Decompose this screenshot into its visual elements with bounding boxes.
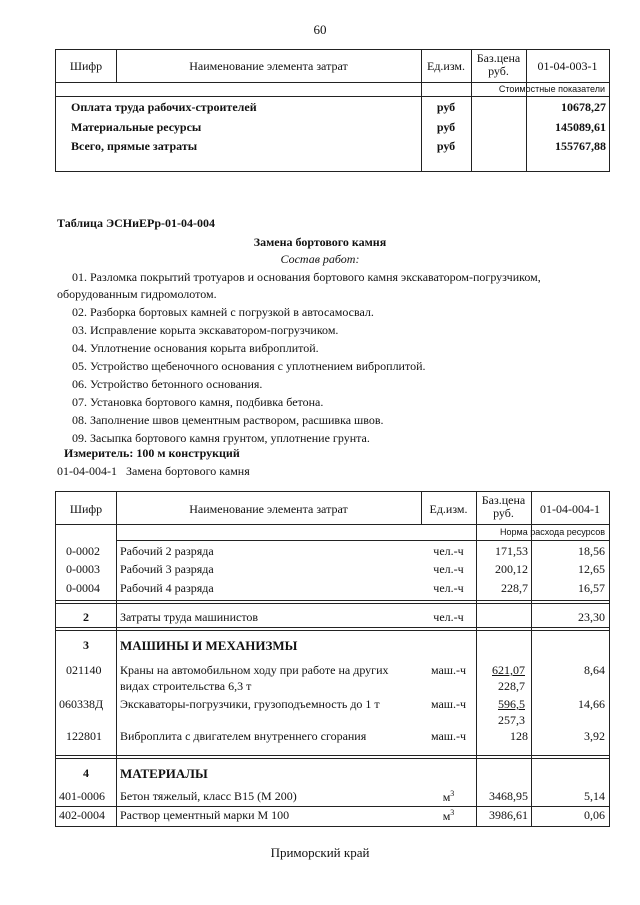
resource-price: 596,5 xyxy=(498,697,525,711)
header-code: Шифр xyxy=(69,502,103,516)
resource-name: Раствор цементный марки М 100 xyxy=(120,808,290,822)
resource-code: 060338Д xyxy=(59,697,104,711)
section-number: 3 xyxy=(83,638,89,652)
page-number: 60 xyxy=(313,22,327,37)
resource-price: 128 xyxy=(510,729,528,743)
resource-name: Экскаваторы-погрузчики, грузоподъемность до 1 т xyxy=(120,697,380,711)
unit-text: м xyxy=(442,809,451,823)
resource-code: 401-0006 xyxy=(59,789,105,803)
section-number: 4 xyxy=(83,766,89,780)
resource-price: 200,12 xyxy=(495,562,528,576)
resource-price: 171,53 xyxy=(495,544,528,558)
resource-name: Рабочий 4 разряда xyxy=(120,581,214,595)
resource-code: 0-0002 xyxy=(66,544,100,558)
resource-name: Краны на автомобильном ходу при работе на других xyxy=(120,663,389,677)
header-unit: Ед.изм. xyxy=(429,502,468,516)
works-title: Состав работ: xyxy=(280,252,360,266)
header-name: Наименование элемента затрат xyxy=(189,502,348,516)
resource-value: 18,56 xyxy=(578,544,605,558)
table-title: Таблица ЭСНиЕРр-01-04-004 xyxy=(57,216,216,230)
cost-row-name: Материальные ресурсы xyxy=(71,120,202,134)
resource-code: 122801 xyxy=(66,729,102,743)
resource-price-alt: 228,7 xyxy=(498,679,525,693)
resource-value: 12,65 xyxy=(578,562,605,576)
section-name: МАТЕРИАЛЫ xyxy=(120,766,208,781)
resource-unit xyxy=(421,789,476,805)
cost-table xyxy=(55,49,610,172)
unit-text: м xyxy=(442,790,451,804)
resource-unit: маш.-ч xyxy=(430,663,467,677)
resource-unit: чел.-ч xyxy=(433,562,464,576)
resource-price-alt: 257,3 xyxy=(498,713,525,727)
resource-unit: чел.-ч xyxy=(433,581,464,595)
header-base-price: Баз.цена руб. xyxy=(476,51,521,78)
resource-table xyxy=(55,491,610,827)
resource-unit: чел.-ч xyxy=(433,544,464,558)
sub-caption: Стоимостные показатели xyxy=(498,84,605,94)
unit-sup: 3 xyxy=(450,808,455,817)
section-title: Замена бортового камня xyxy=(253,235,387,249)
work-item: 09. Засыпка бортового камня грунтом, уплотнение грунта. xyxy=(72,431,370,445)
header-base-price: Баз.цена руб. xyxy=(481,493,526,520)
resource-value: 5,14 xyxy=(584,789,605,803)
header-item-code: 01-04-004-1 xyxy=(540,502,600,516)
resource-code: 021140 xyxy=(66,663,102,677)
cost-row-name: Оплата труда рабочих-строителей xyxy=(71,100,257,114)
section-unit: чел.-ч xyxy=(433,610,464,624)
resource-value: 14,66 xyxy=(578,697,605,711)
resource-value: 16,57 xyxy=(578,581,605,595)
sub-caption: Норма расхода ресурсов xyxy=(500,527,605,537)
cost-row-unit: руб xyxy=(436,139,456,153)
cost-row-value: 10678,27 xyxy=(561,100,606,114)
header-code: Шифр xyxy=(69,59,103,73)
resource-price: 228,7 xyxy=(501,581,528,595)
work-item: оборудованным гидромолотом. xyxy=(57,287,217,301)
resource-name-cont: видах строительства 6,3 т xyxy=(120,679,252,693)
section-name: МАШИНЫ И МЕХАНИЗМЫ xyxy=(120,638,298,653)
header-name: Наименование элемента затрат xyxy=(189,59,348,73)
footer-region: Приморский край xyxy=(270,845,370,860)
resource-unit: маш.-ч xyxy=(430,729,467,743)
resource-price: 3468,95 xyxy=(489,789,528,803)
meter-line: Измеритель: 100 м конструкций xyxy=(64,446,240,460)
work-item: 04. Уплотнение основания корыта виброплитой. xyxy=(72,341,319,355)
cost-row-unit: руб xyxy=(436,120,456,134)
work-item: 02. Разборка бортовых камней с погрузкой в автосамосвал. xyxy=(72,305,374,319)
section-value: 23,30 xyxy=(578,610,605,624)
work-item: 06. Устройство бетонного основания. xyxy=(72,377,263,391)
resource-unit xyxy=(421,808,476,824)
header-item-code: 01-04-003-1 xyxy=(537,59,598,73)
resource-code: 0-0004 xyxy=(66,581,100,595)
cost-row-value: 155767,88 xyxy=(555,139,606,153)
item-line: 01-04-004-1 Замена бортового камня xyxy=(57,464,250,478)
resource-value: 8,64 xyxy=(584,663,605,677)
work-item: 08. Заполнение швов цементным раствором, расшивка швов. xyxy=(72,413,384,427)
header-unit: Ед.изм. xyxy=(426,59,466,73)
section-name: Затраты труда машинистов xyxy=(120,610,259,624)
work-item: 01. Разломка покрытий тротуаров и основания бортового камня экскаватором-погрузчиком, xyxy=(72,270,541,284)
resource-code: 402-0004 xyxy=(59,808,105,822)
resource-value: 3,92 xyxy=(584,729,605,743)
resource-price: 3986,61 xyxy=(489,808,528,822)
resource-name: Бетон тяжелый, класс B15 (М 200) xyxy=(120,789,297,803)
resource-unit: маш.-ч xyxy=(430,697,467,711)
unit-sup: 3 xyxy=(450,789,455,798)
resource-code: 0-0003 xyxy=(66,562,100,576)
cost-row-name: Всего, прямые затраты xyxy=(71,139,198,153)
section-number: 2 xyxy=(83,610,89,624)
cost-row-value: 145089,61 xyxy=(555,120,606,134)
work-item: 03. Исправление корыта экскаватором-погрузчиком. xyxy=(72,323,339,337)
resource-price: 621,07 xyxy=(492,663,525,677)
resource-name: Рабочий 3 разряда xyxy=(120,562,214,576)
work-item: 05. Устройство щебеночного основания с уплотнением виброплитой. xyxy=(72,359,426,373)
resource-name: Рабочий 2 разряда xyxy=(120,544,214,558)
resource-name: Виброплита с двигателем внутреннего сгорания xyxy=(120,729,367,743)
resource-value: 0,06 xyxy=(584,808,605,822)
cost-row-unit: руб xyxy=(436,100,456,114)
work-item: 07. Установка бортового камня, подбивка бетона. xyxy=(72,395,324,409)
